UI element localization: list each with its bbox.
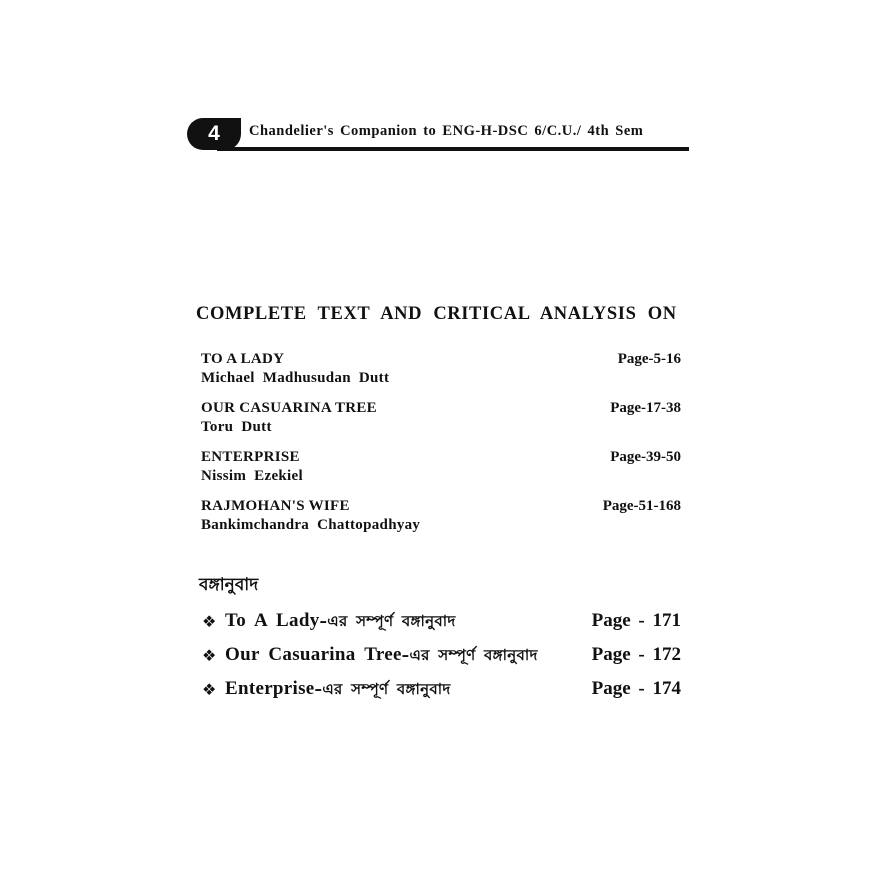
contents-entry bbox=[201, 449, 681, 498]
entry-author: Bankimchandra Chattopadhyay bbox=[201, 517, 421, 533]
translation-page: Page - 174 bbox=[591, 678, 681, 699]
translation-label bbox=[225, 678, 451, 703]
entry-page: Page-5-16 bbox=[617, 351, 681, 367]
translation-list bbox=[202, 610, 681, 712]
translation-heading: বঙ্গানুবাদ bbox=[199, 575, 259, 595]
entry-title: RAJMOHAN'S WIFE bbox=[201, 498, 350, 514]
running-head-title: Chandelier's Companion to ENG-H-DSC 6/C.U./ 4th Sem bbox=[249, 123, 644, 139]
entry-page: Page-17-38 bbox=[610, 400, 681, 416]
diamond-bullet-icon: ❖ bbox=[202, 646, 217, 665]
translation-title: To A Lady bbox=[225, 610, 320, 631]
contents-entry bbox=[201, 351, 681, 400]
contents-entry bbox=[201, 498, 681, 547]
entry-page: Page-51-168 bbox=[602, 498, 681, 514]
page-number-badge: 4 bbox=[187, 118, 241, 150]
page-header bbox=[187, 118, 689, 152]
entry-author: Nissim Ezekiel bbox=[201, 468, 303, 484]
translation-label bbox=[225, 610, 456, 635]
section-heading: COMPLETE TEXT AND CRITICAL ANALYSIS ON bbox=[196, 304, 677, 324]
translation-page: Page - 172 bbox=[591, 644, 681, 665]
entry-title: TO A LADY bbox=[201, 351, 285, 367]
header-rule bbox=[217, 147, 689, 151]
translation-entry bbox=[202, 678, 681, 712]
translation-page: Page - 171 bbox=[591, 610, 681, 631]
diamond-bullet-icon: ❖ bbox=[202, 612, 217, 631]
diamond-bullet-icon: ❖ bbox=[202, 680, 217, 699]
entry-author: Toru Dutt bbox=[201, 419, 272, 435]
translation-suffix: –এর সম্পূর্ণ বঙ্গানুবাদ bbox=[319, 612, 456, 630]
translation-suffix: –এর সম্পূর্ণ বঙ্গানুবাদ bbox=[314, 680, 451, 698]
translation-entry bbox=[202, 610, 681, 644]
entry-page: Page-39-50 bbox=[610, 449, 681, 465]
translation-label bbox=[225, 644, 538, 669]
entry-title: ENTERPRISE bbox=[201, 449, 300, 465]
translation-title: Our Casuarina Tree bbox=[225, 644, 402, 665]
translation-suffix: –এর সম্পূর্ণ বঙ্গানুবাদ bbox=[401, 646, 538, 664]
translation-title: Enterprise bbox=[225, 678, 315, 699]
entry-author: Michael Madhusudan Dutt bbox=[201, 370, 390, 386]
entry-title: OUR CASUARINA TREE bbox=[201, 400, 377, 416]
translation-entry bbox=[202, 644, 681, 678]
contents-entry bbox=[201, 400, 681, 449]
contents-list bbox=[201, 351, 681, 547]
